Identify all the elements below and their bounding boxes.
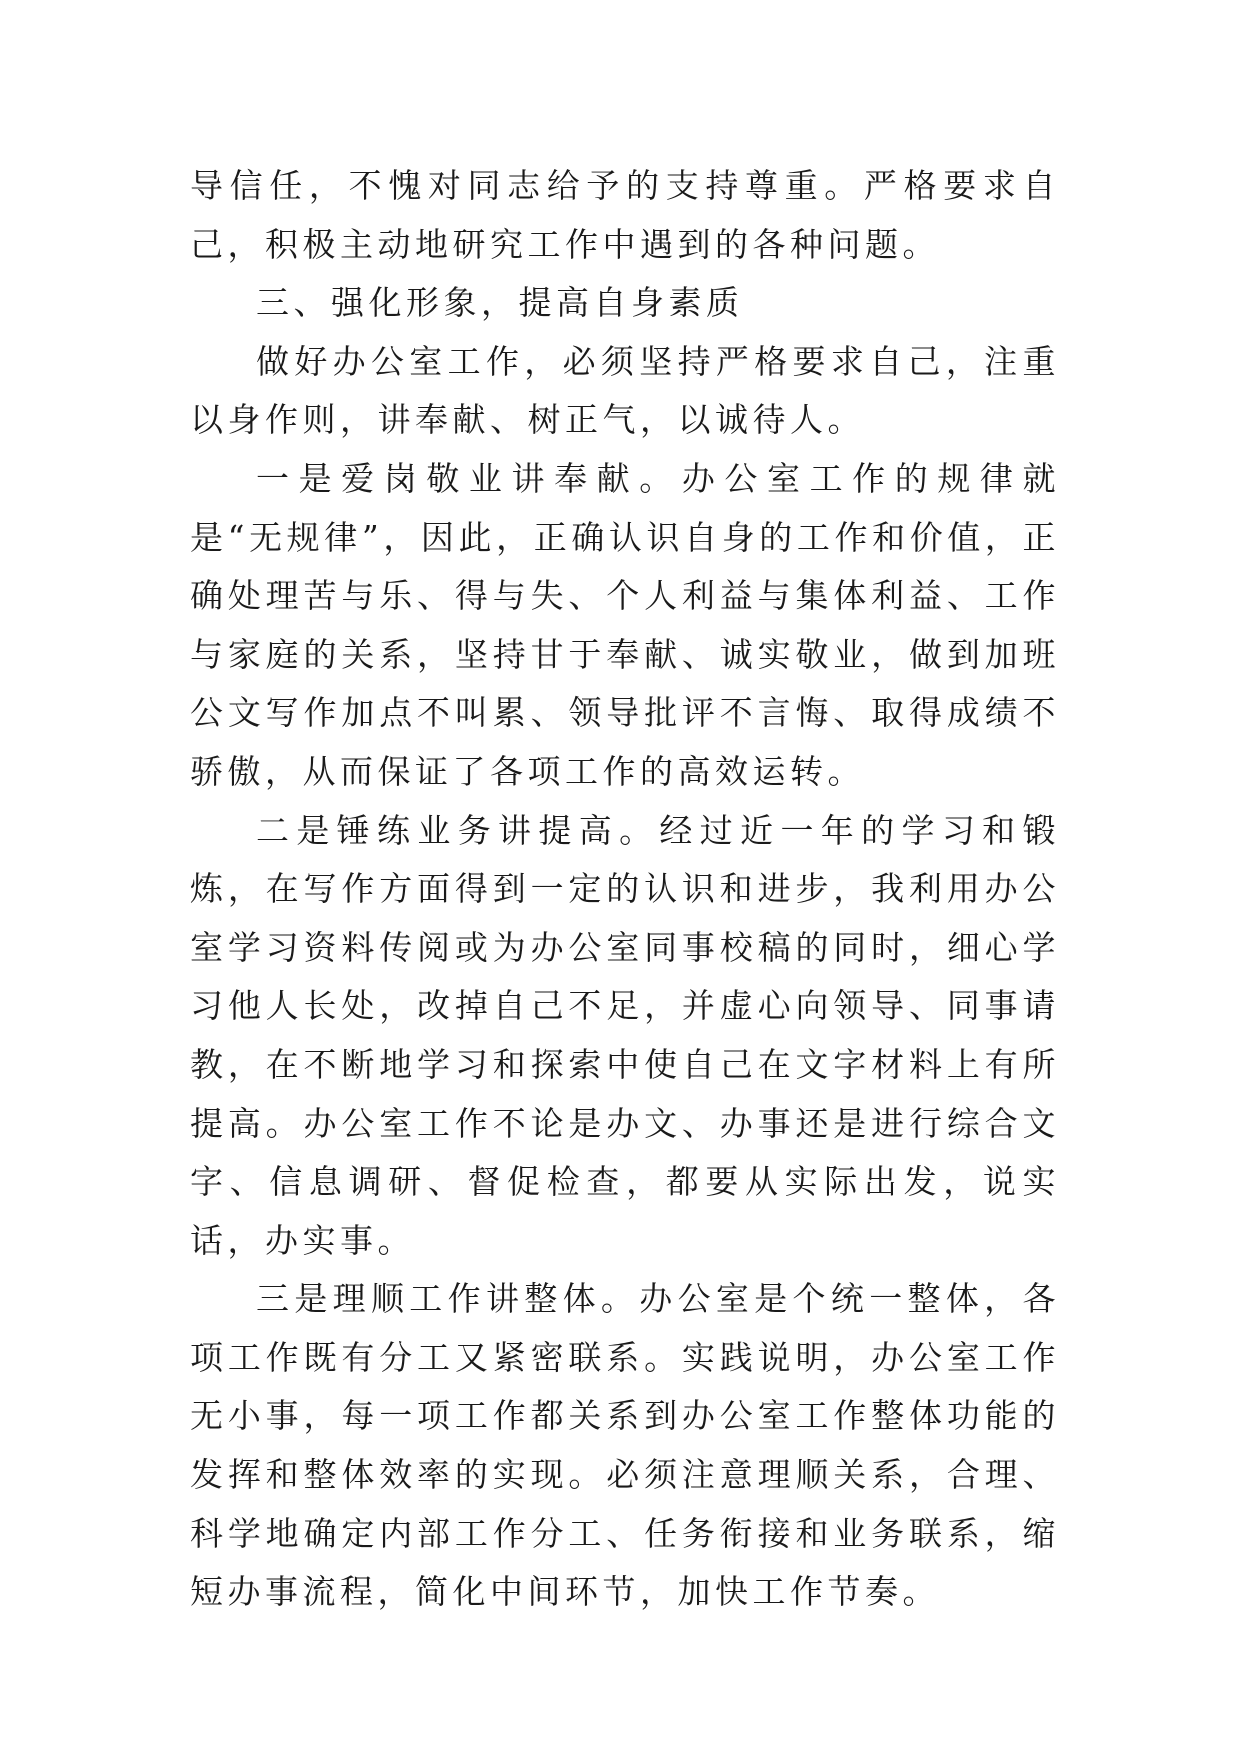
paragraph-point-two: 二是锤练业务讲提高。经过近一年的学习和锻炼，在写作方面得到一定的认识和进步，我利用办公室学习资料传阅或为办公室同事校稿的同时，细心学习他人长处，改掉自己不足，并虚心向领导、同事请教，在不断地学习和探索中使自己在文字材料上有所提高。办公室工作不论是办文、办事还是进行综合文字、信息调研、督促检查，都要从实际出发，说实话，办实事。 xyxy=(190,810,1060,1260)
paragraph-point-three: 三是理顺工作讲整体。办公室是个统一整体，各项工作既有分工又紧密联系。实践说明，办公室工作无小事，每一项工作都关系到办公室工作整体功能的发挥和整体效率的实现。必须注意理顺关系，合理、科学地确定内部工作分工、任务衔接和业务联系，缩短办事流程，简化中间环节，加快工作节奏。 xyxy=(190,1279,1060,1612)
document-body xyxy=(190,157,1060,1622)
paragraph-point-one: 一是爱岗敬业讲奉献。办公室工作的规律就是“无规律”，因此，正确认识自身的工作和价值，正确处理苦与乐、得与失、个人利益与集体利益、工作与家庭的关系，坚持甘于奉献、诚实敬业，做到加班公文写作加点不叫累、领导批评不言悔、取得成绩不骄傲，从而保证了各项工作的高效运转。 xyxy=(190,458,1060,791)
paragraph-intro: 做好办公室工作，必须坚持严格要求自己，注重以身作则，讲奉献、树正气，以诚待人。 xyxy=(190,341,1060,440)
paragraph-continuation: 导信任，不愧对同志给予的支持尊重。严格要求自己，积极主动地研究工作中遇到的各种问题。 xyxy=(190,166,1060,264)
section-heading: 三、强化形象，提高自身素质 xyxy=(256,283,744,323)
